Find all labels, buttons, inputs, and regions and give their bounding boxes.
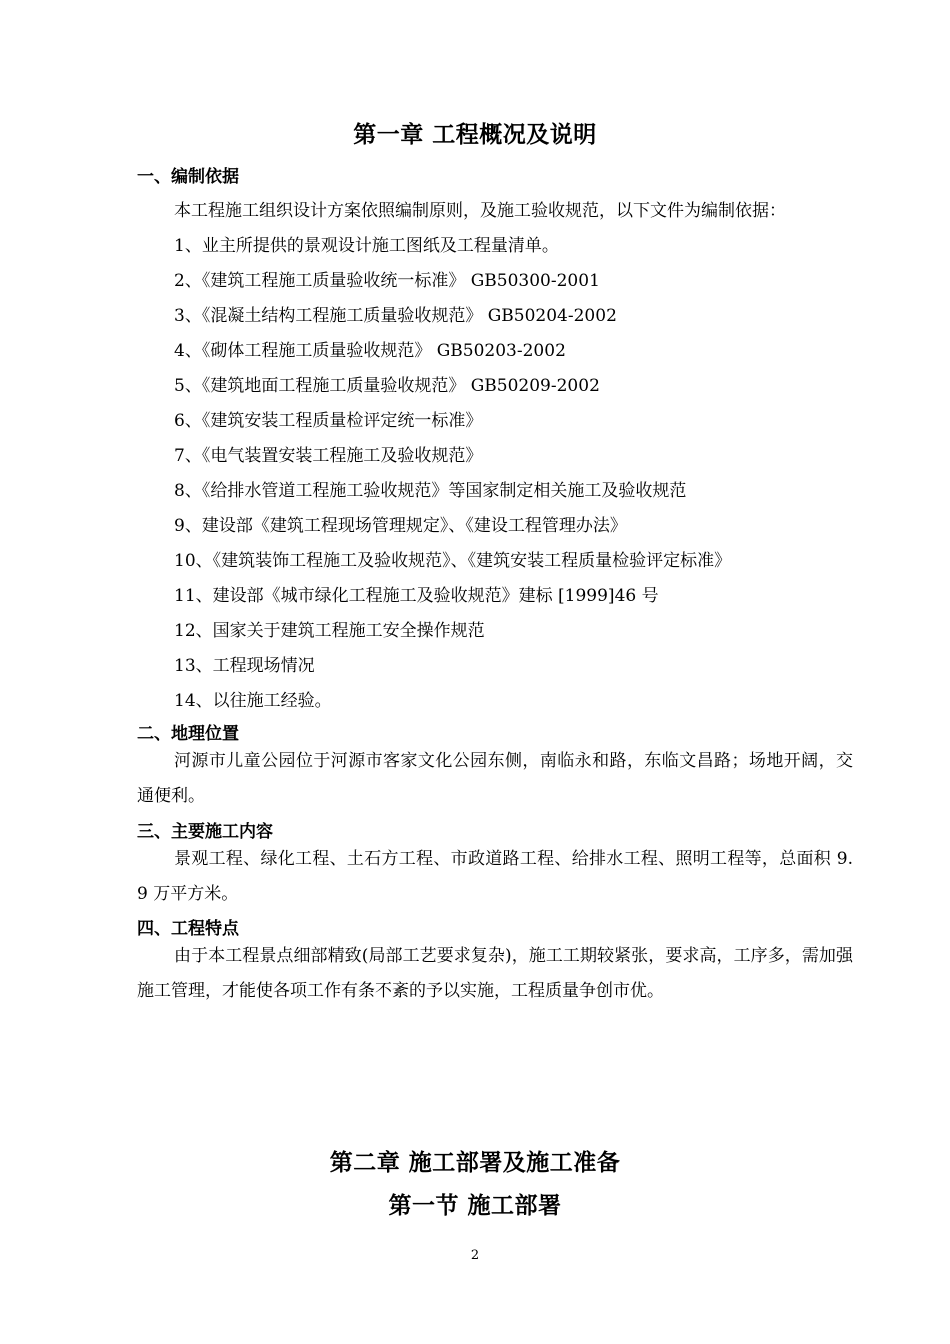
features-paragraph: 由于本工程景点细部精致(局部工艺要求复杂)，施工工期较紧张，要求高，工序多，需加强施工管理，才能使各项工作有条不紊的予以实施，工程质量争创市优。 <box>137 946 853 1001</box>
basis-item: 11、建设部《城市绿化工程施工及验收规范》建标 [1999]46 号 <box>174 586 659 606</box>
section-heading-features: 四、工程特点 <box>137 919 239 939</box>
section-heading-basis: 一、编制依据 <box>137 167 239 187</box>
chapter-2-title: 第二章 施工部署及施工准备 <box>329 1149 621 1176</box>
basis-item: 10、《建筑装饰工程施工及验收规范》、《建筑安装工程质量检验评定标准》 <box>174 551 732 571</box>
section-heading-content: 三、主要施工内容 <box>137 822 273 842</box>
basis-item: 9、建设部《建筑工程现场管理规定》、《建设工程管理办法》 <box>174 516 627 536</box>
basis-item: 12、国家关于建筑工程施工安全操作规范 <box>174 621 485 641</box>
basis-item: 2、《建筑工程施工质量验收统一标准》 GB50300-2001 <box>174 271 600 291</box>
chapter-2-section-1-title: 第一节 施工部署 <box>388 1192 562 1219</box>
section-heading-location: 二、地理位置 <box>137 724 239 744</box>
basis-item: 4、《砌体工程施工质量验收规范》 GB50203-2002 <box>174 341 566 361</box>
basis-item: 8、《给排水管道工程施工验收规范》等国家制定相关施工及验收规范 <box>174 481 687 501</box>
location-paragraph: 河源市儿童公园位于河源市客家文化公园东侧，南临永和路，东临文昌路；场地开阔，交通便利。 <box>137 751 853 806</box>
basis-item: 7、《电气装置安装工程施工及验收规范》 <box>174 446 483 466</box>
basis-item: 3、《混凝土结构工程施工质量验收规范》 GB50204-2002 <box>174 306 617 326</box>
basis-item: 14、以往施工经验。 <box>174 691 332 711</box>
basis-intro: 本工程施工组织设计方案依照编制原则，及施工验收规范，以下文件为编制依据： <box>174 201 786 221</box>
page-number: 2 <box>470 1248 480 1263</box>
chapter-1-title: 第一章 工程概况及说明 <box>353 121 597 148</box>
basis-item: 1、业主所提供的景观设计施工图纸及工程量清单。 <box>174 236 559 256</box>
basis-item: 13、工程现场情况 <box>174 656 315 676</box>
basis-item: 5、《建筑地面工程施工质量验收规范》 GB50209-2002 <box>174 376 600 396</box>
basis-item: 6、《建筑安装工程质量检评定统一标准》 <box>174 411 483 431</box>
content-paragraph: 景观工程、绿化工程、土石方工程、市政道路工程、给排水工程、照明工程等，总面积 9. 9 万平方米。 <box>137 849 853 904</box>
